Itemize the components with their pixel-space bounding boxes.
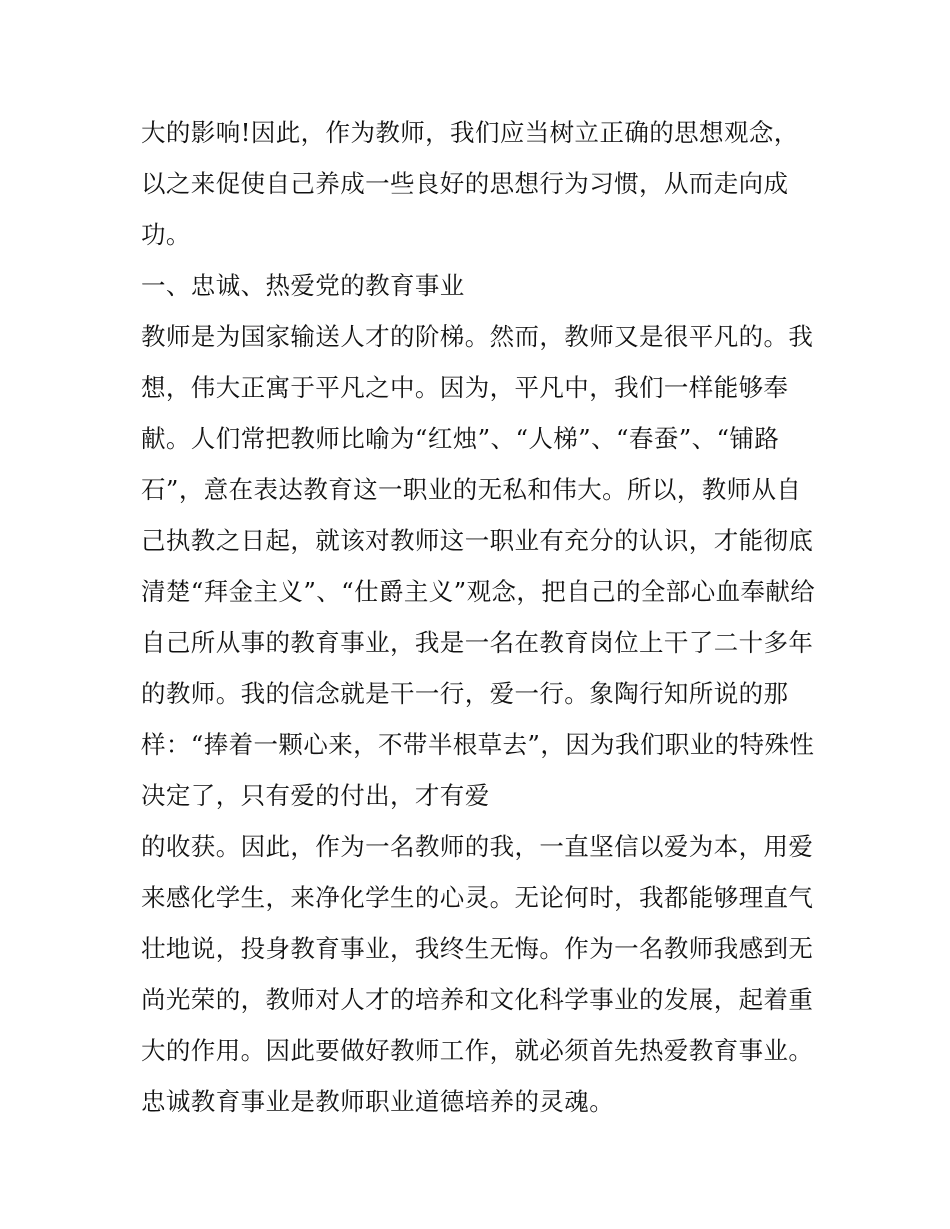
- text-line: 以之来促使自己养成一些良好的思想行为习惯，从而走向成: [141, 169, 789, 198]
- text-line: 己执教之日起，就该对教师这一职业有充分的认识，才能彻底: [141, 526, 814, 555]
- text-line: 来感化学生，来净化学生的心灵。无论何时，我都能够理直气: [141, 883, 814, 912]
- body-text: [141, 107, 821, 1127]
- text-line: 的收获。因此，作为一名教师的我，一直坚信以爱为本，用爱: [141, 832, 814, 861]
- text-line: 的教师。我的信念就是干一行，爱一行。象陶行知所说的那: [141, 679, 789, 708]
- text-line: 大的影响!因此，作为教师，我们应当树立正确的思想观念，: [141, 118, 799, 147]
- text-line: 自己所从事的教育事业，我是一名在教育岗位上干了二十多年: [141, 628, 814, 657]
- text-line: 大的作用。因此要做好教师工作，就必须首先热爱教育事业。: [141, 1036, 814, 1065]
- text-line: 决定了，只有爱的付出，才有爱: [141, 781, 490, 810]
- text-line: 忠诚教育事业是教师职业道德培养的灵魂。: [141, 1087, 615, 1116]
- text-line: 功。: [141, 220, 191, 249]
- text-line: 石”，意在表达教育这一职业的无私和伟大。所以，教师从自: [141, 475, 802, 504]
- text-line: 尚光荣的，教师对人才的培养和文化科学事业的发展，起着重: [141, 985, 814, 1014]
- text-line: 清楚“拜金主义”、“仕爵主义”观念，把自己的全部心血奉献给: [141, 577, 816, 606]
- text-line: 教师是为国家输送人才的阶梯。然而，教师又是很平凡的。我: [141, 322, 814, 351]
- text-line: 献。人们常把教师比喻为“红烛”、“人梯”、“春蚕”、“铺路: [141, 424, 780, 453]
- text-line: 样：“捧着一颗心来，不带半根草去”，因为我们职业的特殊性: [141, 730, 815, 759]
- section-heading: 一、忠诚、热爱党的教育事业: [141, 271, 465, 300]
- text-line: 壮地说，投身教育事业，我终生无悔。作为一名教师我感到无: [141, 934, 814, 963]
- text-line: 想，伟大正寓于平凡之中。因为，平凡中，我们一样能够奉: [141, 373, 789, 402]
